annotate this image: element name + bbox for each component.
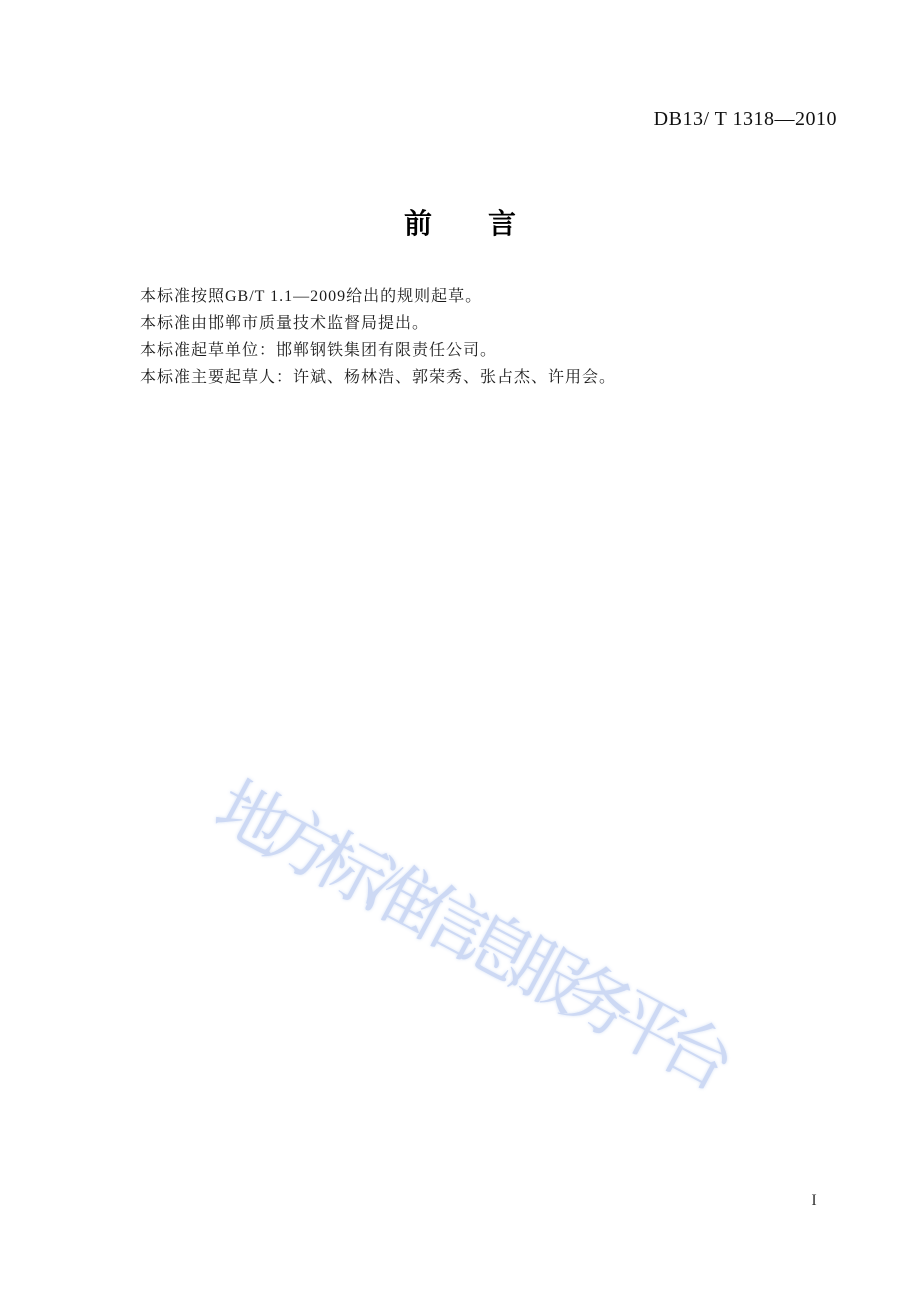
foreword-paragraph: 本标准按照GB/T 1.1—2009给出的规则起草。: [140, 288, 483, 305]
standard-code: DB13/ T 1318—2010: [653, 108, 837, 130]
foreword-title: 前 言: [403, 208, 516, 239]
foreword-paragraph: 本标准由邯郸市质量技术监督局提出。: [140, 315, 430, 332]
foreword-paragraph: 本标准主要起草人：许斌、杨林浩、郭荣秀、张占杰、许用会。: [140, 369, 617, 386]
foreword-paragraph: 本标准起草单位：邯郸钢铁集团有限责任公司。: [140, 342, 498, 359]
foreword-body: [140, 283, 840, 391]
page-number: I: [811, 1192, 817, 1209]
watermark: 地方标准信息服务平台: [202, 768, 734, 1100]
